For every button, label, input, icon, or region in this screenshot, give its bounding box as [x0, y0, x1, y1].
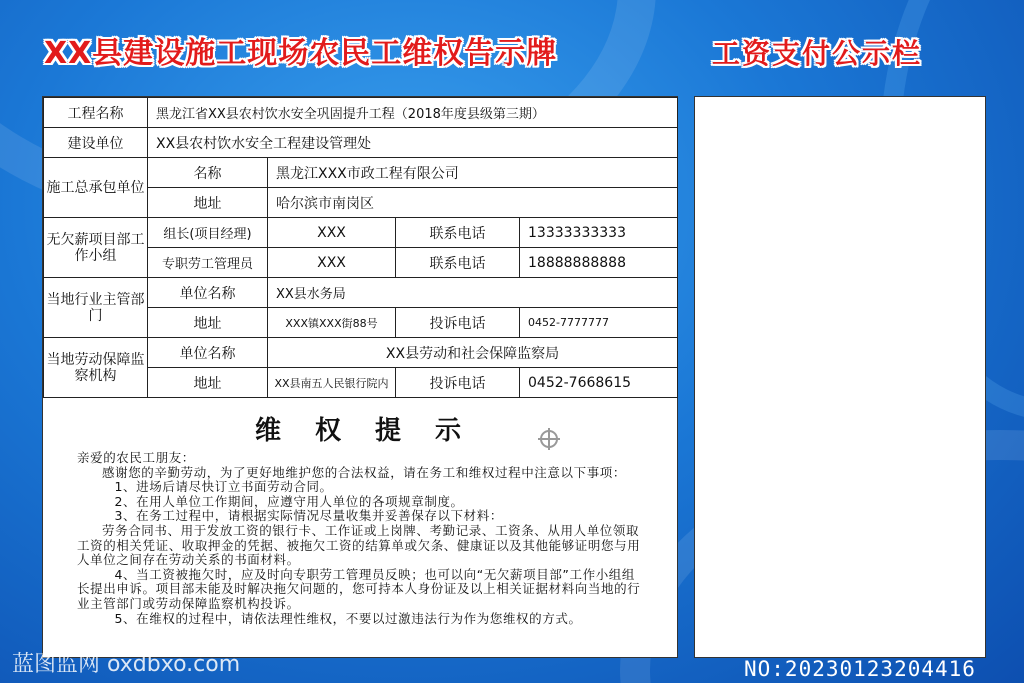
labor-bureau-unit-value: XX县劳动和社会保障监察局 [268, 338, 678, 368]
notice-item-4: 4、当工资被拖欠时，应及时向专职劳工管理员反映；也可以向“无欠薪项目部”工作小组组长提出申诉。项目部未能及时解决拖欠问题的，您可持本人身份证及以上相关证据材料向当地的行业主管部门或劳动保障监察机构投诉。 [77, 566, 641, 611]
leader-name: XXX [268, 218, 396, 248]
labor-bureau-phone-value: 0452-7668615 [520, 368, 678, 398]
notice-title: 维权提示 [254, 416, 495, 446]
labor-mgr-phone: 18888888888 [520, 248, 678, 278]
labor-mgr-name: XXX [268, 248, 396, 278]
table-row [44, 218, 678, 248]
industry-phone-value: 0452-7777777 [520, 308, 678, 338]
main-title: XX县建设施工现场农民工维权告示牌 [44, 36, 558, 71]
leader-label: 组长(项目经理) [148, 218, 268, 248]
notice-item-1: 1、进场后请尽快订立书面劳动合同。 [114, 479, 333, 495]
notice-item-3-detail: 劳务合同书、用于发放工资的银行卡、工作证或上岗牌、考勤记录、工资条、从用人单位领取工资的相关凭证、收取押金的凭据、被拖欠工资的结算单或欠条、健康证以及其他能够证明您与用人单位之间存在劳动关系的书面材料。 [77, 522, 641, 568]
labor-bureau-addr-label: 地址 [148, 368, 268, 398]
industry-label: 当地行业主管部门 [44, 278, 148, 338]
table-row [44, 128, 678, 158]
industry-unit-label: 单位名称 [148, 278, 268, 308]
industry-unit-value: XX县水务局 [268, 278, 678, 308]
contractor-addr-label: 地址 [148, 188, 268, 218]
info-table [43, 97, 678, 398]
project-name-value: 黑龙江省XX县农村饮水安全巩固提升工程（2018年度县级第三期） [148, 98, 678, 128]
leader-phone: 13333333333 [520, 218, 678, 248]
builder-label: 建设单位 [44, 128, 148, 158]
serial-number: NO:20230123204416 [744, 657, 976, 681]
labor-bureau-phone-label: 投诉电话 [396, 368, 520, 398]
rights-panel [42, 96, 678, 658]
contractor-name-value: 黑龙江XXX市政工程有限公司 [268, 158, 678, 188]
notice-body [43, 451, 677, 626]
side-title: 工资支付公示栏 [712, 37, 923, 70]
industry-addr-label: 地址 [148, 308, 268, 338]
labor-bureau-addr-value: XX县南五人民银行院内 [268, 368, 396, 398]
labor-mgr-phone-label: 联系电话 [396, 248, 520, 278]
labor-bureau-unit-label: 单位名称 [148, 338, 268, 368]
contractor-label: 施工总承包单位 [44, 158, 148, 218]
contractor-addr-value: 哈尔滨市南岗区 [268, 188, 678, 218]
watermark: 蓝图监网 oxdbxo.com [12, 652, 241, 677]
table-row [44, 338, 678, 368]
notice-greeting: 亲爱的农民工朋友： [77, 450, 195, 465]
builder-value: XX县农村饮水安全工程建设管理处 [148, 128, 678, 158]
rights-notice [43, 409, 677, 657]
industry-phone-label: 投诉电话 [396, 308, 520, 338]
table-row [44, 158, 678, 188]
leader-phone-label: 联系电话 [396, 218, 520, 248]
notice-item-2: 2、在用人单位工作期间，应遵守用人单位的各项规章制度。 [114, 493, 464, 509]
table-row [44, 98, 678, 128]
notice-item-3: 3、在务工过程中，请根据实际情况尽量收集并妥善保存以下材料： [114, 508, 503, 524]
table-row [44, 278, 678, 308]
notice-item-5: 5、在维权的过程中，请依法理性维权，不要以过激违法行为作为您维权的方式。 [114, 610, 582, 626]
contractor-name-label: 名称 [148, 158, 268, 188]
team-label: 无欠薪项目部工作小组 [44, 218, 148, 278]
wage-payment-panel [694, 96, 986, 658]
notice-intro: 感谢您的辛勤劳动，为了更好地维护您的合法权益，请在务工和维权过程中注意以下事项： [102, 464, 627, 480]
project-name-label: 工程名称 [44, 98, 148, 128]
labor-bureau-label: 当地劳动保障监察机构 [44, 338, 148, 398]
industry-addr-value: XXX镇XXX街88号 [268, 308, 396, 338]
labor-mgr-label: 专职劳工管理员 [148, 248, 268, 278]
